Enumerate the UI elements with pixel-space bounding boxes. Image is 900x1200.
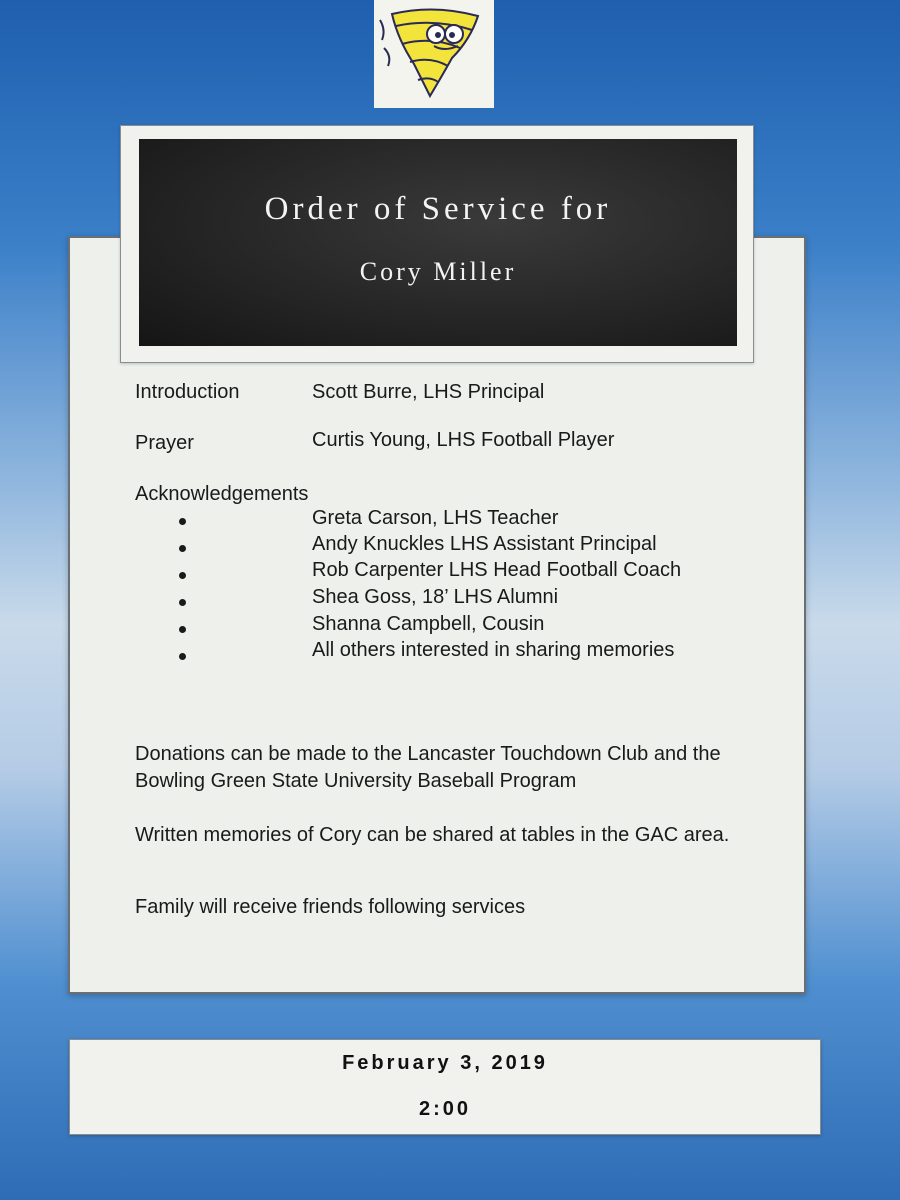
family-note: Family will receive friends following services: [135, 896, 526, 918]
introduction-speaker: Scott Burre, LHS Principal: [312, 381, 545, 403]
prayer-label: Prayer: [135, 432, 194, 454]
date-time-box: [69, 1039, 821, 1135]
memories-note: Written memories of Cory can be shared at tables in the GAC area.: [135, 824, 730, 846]
title-heading: Order of Service for: [264, 191, 612, 227]
title-card: [120, 125, 754, 363]
bullet-dot: [179, 572, 186, 579]
acknowledgement-item: Shanna Campbell, Cousin: [312, 613, 545, 635]
acknowledgement-item: Greta Carson, LHS Teacher: [312, 507, 559, 529]
service-date: February 3, 2019: [342, 1052, 548, 1074]
donations-note: Donations can be made to the Lancaster Touchdown Club and the Bowling Green State University Baseball Program: [135, 743, 721, 792]
acknowledgement-item: Rob Carpenter LHS Head Football Coach: [312, 559, 682, 581]
title-banner: [139, 139, 737, 346]
bullet-dot: [179, 518, 186, 525]
bullet-dot: [179, 626, 186, 633]
introduction-label: Introduction: [135, 381, 240, 403]
honoree-name: Cory Miller: [359, 257, 517, 286]
bullet-dot: [179, 653, 186, 660]
service-time: 2:00: [418, 1098, 472, 1120]
acknowledgement-item: All others interested in sharing memories: [312, 639, 675, 661]
mascot-logo: [374, 0, 494, 108]
acknowledgement-item: Shea Goss, 18’ LHS Alumni: [312, 586, 559, 608]
tornado-mascot-icon: [374, 0, 494, 108]
prayer-speaker: Curtis Young, LHS Football Player: [312, 429, 615, 451]
acknowledgement-item: Andy Knuckles LHS Assistant Principal: [312, 533, 657, 555]
bullet-dot: [179, 545, 186, 552]
bullet-dot: [179, 599, 186, 606]
acknowledgements-heading: Acknowledgements: [135, 483, 309, 505]
